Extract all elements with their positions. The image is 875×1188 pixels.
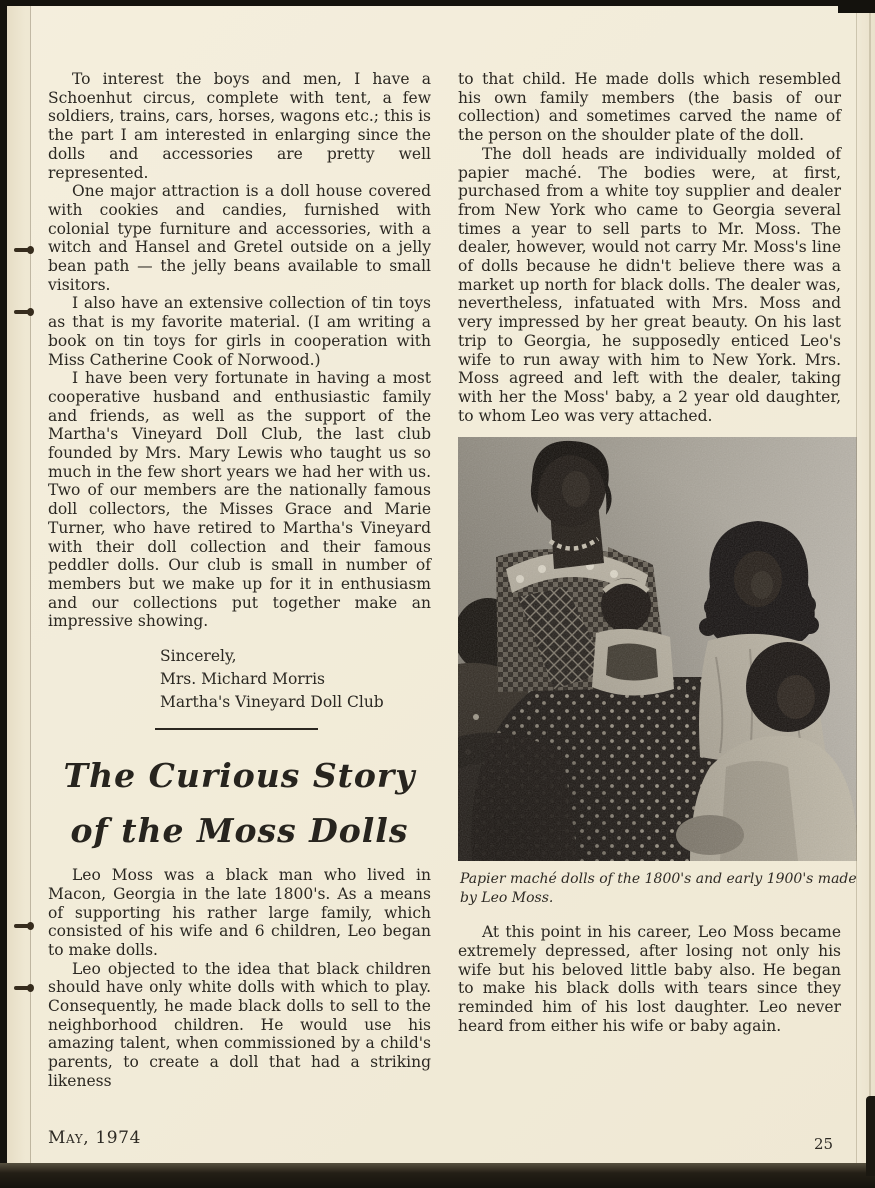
paragraph: I have been very fortunate in having a most cooperative husband and enthusiastic family and friends, as well as the support of the Martha's Vineyard Doll Club, the last club founded by Mrs. Mary Lewis who taught us so much in the few short years we had her with us. Two of our members are the nationally famous doll collectors, the Misses Grace and Marie Turner, who have retired to Martha's Vineyard with their doll collection and their famous peddler dolls. Our club is small in number of members but we make up for it in enthusiasm and our collections put together make an impressive showing. — [48, 369, 431, 631]
scan-edge-top-right — [838, 0, 875, 13]
staple-mark — [14, 248, 32, 252]
signature-closing: Sincerely, — [160, 647, 237, 666]
article-title — [48, 748, 431, 858]
section-divider — [155, 728, 318, 730]
photo-caption: Papier maché dolls of the 1800's and early 1900's made by Leo Moss. — [460, 871, 857, 907]
footer-issue-date: May, 1974 — [48, 1128, 141, 1148]
staple-mark — [14, 924, 32, 928]
paragraph: Leo objected to the idea that black children should have only white dolls with which to play. Consequently, he made black dolls to sell to the neighborhood children. He would use his amazing talent, when commissioned by a child's parents, to create a doll that had a striking likeness — [48, 959, 431, 1090]
signature-name: Mrs. Michard Morris — [160, 670, 326, 689]
page-edge-right-line-2 — [869, 6, 871, 1164]
page-edge-right-line — [856, 6, 857, 1164]
right-column — [458, 70, 857, 1036]
page-edge-left — [7, 6, 30, 1164]
paragraph: to that child. He made dolls which resembled his own family members (the basis of our collection) and sometimes carved the name of the person on the shoulder plate of the doll. — [458, 70, 841, 145]
article-title-line1: The Curious Story — [63, 756, 416, 796]
staple-mark — [14, 986, 32, 990]
signature-block — [160, 645, 431, 714]
scan-edge-bottom — [0, 1163, 875, 1188]
photo-figure — [458, 437, 858, 908]
article-title-line2: of the Moss Dolls — [70, 811, 409, 851]
left-column — [48, 70, 431, 1091]
moss-dolls-photo — [458, 437, 858, 861]
paragraph: I also have an extensive collection of tin toys as that is my favorite material. (I am writing a book on tin toys for girls in cooperation with Miss Catherine Cook of Norwood.) — [48, 294, 431, 369]
paragraph: The doll heads are individually molded of papier maché. The bodies were, at first, purchased from a white toy supplier and dealer from New York who came to Georgia several times a year to sell parts to Mr. Moss. The dealer, however, would not carry Mr. Moss's line of dolls because he didn't believe there was a market up north for black dolls. The dealer was, nevertheless, infatuated with Mrs. Moss and very impressed by her great beauty. On his last trip to Georgia, he supposedly enticed Leo's wife to run away with him to New York. Mrs. Moss agreed and left with the dealer, taking with her the Moss' baby, a 2 year old daughter, to whom Leo was very attached. — [458, 144, 841, 425]
paragraph: At this point in his career, Leo Moss became extremely depressed, after losing not only his wife but his beloved little baby also. He began to make his black dolls with tears since they reminded him of his lost daughter. Leo never heard from either his wife or baby again. — [458, 923, 841, 1035]
signature-organization: Martha's Vineyard Doll Club — [160, 693, 384, 712]
scan-edge-left — [0, 0, 7, 1188]
scan-edge-top — [0, 0, 875, 6]
paragraph: One major attraction is a doll house covered with cookies and candies, furnished with colonial type furniture and accessories, with a witch and Hansel and Gretel outside on a jelly bean path — the jelly beans available to small visitors. — [48, 182, 431, 294]
scan-edge-bottom-right — [866, 1096, 875, 1176]
paragraph: To interest the boys and men, I have a Schoenhut circus, complete with tent, a few soldiers, trains, cars, horses, wagons etc.; this is the part I am interested in enlarging since the dolls and accessories are pretty well represented. — [48, 70, 431, 182]
paragraph: Leo Moss was a black man who lived in Macon, Georgia in the late 1800's. As a means of supporting his rather large family, which consisted of his wife and 6 children, Leo began to make dolls. — [48, 866, 431, 959]
moss-dolls-photo-illustration — [458, 437, 858, 861]
page-edge-right — [857, 6, 875, 1164]
staple-mark — [14, 310, 32, 314]
footer-page-number: 25 — [814, 1135, 834, 1153]
